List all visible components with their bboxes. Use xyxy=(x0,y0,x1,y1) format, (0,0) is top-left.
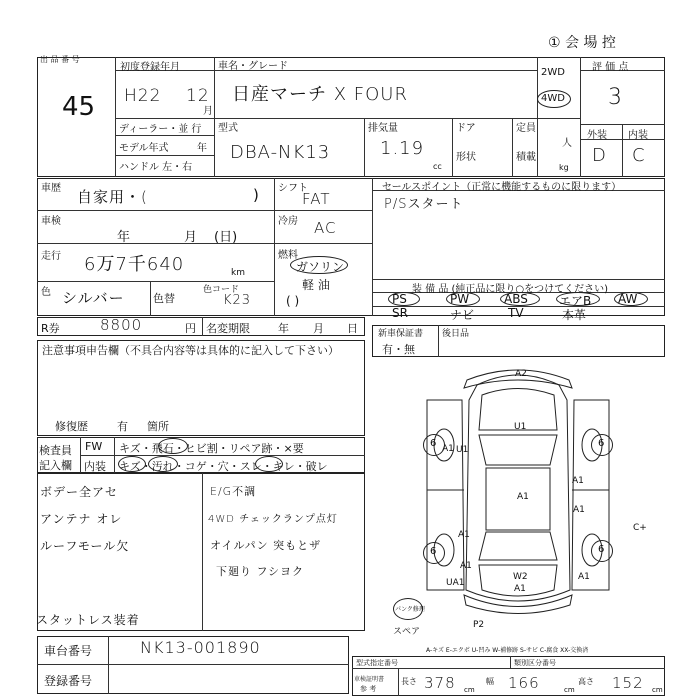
grade-label: 評 価 点 xyxy=(592,62,629,73)
damage-legend: A-キズ E-エクボ U-凹み W-補修跡 S-サビ C-腐食 XX-交換済 xyxy=(426,647,589,654)
chassis-value: NK13-001890 xyxy=(140,638,261,657)
model-year-label: モデル年式 xyxy=(119,143,169,154)
mark-6-lr: 6 xyxy=(430,546,437,557)
displacement-value: 1.19 xyxy=(380,138,425,159)
shift-label: シフト xyxy=(278,183,308,194)
notes-label: 注意事項申告欄（不具合内容等は具体的に記入して下さい） xyxy=(42,344,339,357)
repair-label: 修復歴 xyxy=(55,420,88,433)
aircon-label: 冷房 xyxy=(278,216,298,227)
mark-a1-rr: A1 xyxy=(573,505,585,515)
car-name-label: 車名・グレード xyxy=(218,61,288,72)
lot-number: 45 xyxy=(62,92,96,122)
int-label: 内装 xyxy=(84,460,106,473)
first-reg-month-unit: 月 xyxy=(203,106,213,117)
mileage-value: 6万7千640 xyxy=(84,254,185,275)
dealer-label: ディーラー・並 行 xyxy=(119,124,202,135)
model-label: 型式 xyxy=(218,123,238,134)
int-wear-circle xyxy=(255,456,283,472)
inspection-label: 車検 xyxy=(41,216,61,227)
grade-ext-value: D xyxy=(592,145,607,166)
int-scratch-circle xyxy=(118,456,146,472)
height-value: 152 xyxy=(612,674,644,692)
selling-points-label: セールスポイント（正常に機能するものに限ります） xyxy=(382,182,622,193)
fw-items: キズ・飛石・ヒビ割・リペア跡・×要 xyxy=(119,442,304,455)
inspector-note-1: ボデー全アセ xyxy=(40,485,118,499)
fw-label: FW xyxy=(85,440,103,453)
inspector-note-r1: E/G不調 xyxy=(210,485,257,498)
grade-int-label: 内装 xyxy=(628,130,648,141)
mileage-unit: km xyxy=(231,268,245,278)
mark-ua1: UA1 xyxy=(446,578,465,588)
chassis-label: 車台番号 xyxy=(44,644,93,658)
history-value: 自家用・( xyxy=(77,188,148,206)
load-unit: kg xyxy=(559,163,569,172)
name-change-label: 名変期限 xyxy=(206,322,250,335)
mark-a1-roof: A1 xyxy=(517,492,529,502)
mark-u1-hood: U1 xyxy=(514,422,527,432)
width-unit: cm xyxy=(564,686,575,694)
manual-label: 後日品 xyxy=(442,329,470,339)
inspector-note-r2: 4WD チェックランプ点灯 xyxy=(208,514,338,525)
r-ticket-label: R券 xyxy=(41,322,60,335)
inspection-month: 月 xyxy=(184,230,198,245)
int-items: キズ・汚れ・コゲ・穴・スレ・キレ・破レ xyxy=(119,460,328,473)
equip-tv: TV xyxy=(508,306,524,320)
color-code-label: 色コード xyxy=(203,285,240,295)
shift-value: FAT xyxy=(302,190,331,208)
registration-label: 登録番号 xyxy=(44,674,93,688)
equip-ps: PS xyxy=(392,292,407,306)
mark-c: C+ xyxy=(633,523,647,533)
mark-u1-l: U1 xyxy=(456,445,469,455)
height-label: 高さ xyxy=(578,677,594,686)
fuel-gasoline: ガソリン xyxy=(296,260,345,274)
displacement-label: 排気量 xyxy=(368,123,398,134)
drive-4wd: 4WD xyxy=(541,93,565,104)
fw-chip-circle xyxy=(158,438,188,454)
grade-ext-label: 外装 xyxy=(587,130,607,141)
first-reg-era-year: H22 xyxy=(124,86,162,106)
equip-aw: AW xyxy=(618,292,638,306)
displacement-unit: cc xyxy=(433,162,442,171)
height-unit: cm xyxy=(652,686,663,694)
name-change-month: 月 xyxy=(313,322,324,335)
equip-leather: 本革 xyxy=(562,308,587,322)
color-change-label: 色替 xyxy=(153,292,175,305)
mark-a2: A2 xyxy=(515,369,527,379)
fuel-diesel: 軽 油 xyxy=(302,278,330,292)
mark-6-rr: 6 xyxy=(598,544,605,555)
selling-points-value: P/Sスタート xyxy=(384,197,464,212)
inspector-note-r3: オイルパン 突もとザ xyxy=(210,539,322,552)
spare-label: スペア xyxy=(393,627,421,637)
handle-label: ハンドル 左・右 xyxy=(119,162,193,173)
mileage-label: 走行 xyxy=(41,251,61,262)
width-label: 幅 xyxy=(486,677,494,686)
cert-label2: 参 考 xyxy=(360,685,377,693)
mark-a1-lr: A1 xyxy=(458,530,470,540)
type-designation-label: 型式指定番号 xyxy=(356,659,398,667)
name-change-day: 日 xyxy=(347,322,358,335)
inspector-label2: 記入欄 xyxy=(39,459,72,472)
load-label: 積載 xyxy=(516,152,536,163)
equip-pw: PW xyxy=(450,292,470,306)
header-lot-partial: 出 品 番 号 xyxy=(40,55,80,64)
first-reg-label: 初度登録年月 xyxy=(120,62,180,73)
color-value: シルバー xyxy=(62,289,125,307)
model-year-unit: 年 xyxy=(197,143,207,154)
warranty-label: 新車保証書 xyxy=(378,329,424,339)
inspector-note-3: ルーフモール欠 xyxy=(40,539,130,553)
fuel-label: 燃料 xyxy=(278,250,298,261)
equip-sr: SR xyxy=(392,306,408,320)
aircon-value: AC xyxy=(314,219,337,237)
equip-airbag: エアB xyxy=(559,294,592,308)
inspection-year: 年 xyxy=(117,230,131,245)
category-label: 類別区分番号 xyxy=(514,659,556,667)
mark-6-lf: 6 xyxy=(430,438,437,449)
name-change-year: 年 xyxy=(278,322,289,335)
mark-a1-l: A1 xyxy=(460,561,472,571)
equip-navi: ナビ xyxy=(450,308,475,322)
r-ticket-value: 8800 xyxy=(100,316,143,334)
mark-a1-trunk: A1 xyxy=(514,584,526,594)
history-close: ) xyxy=(253,186,259,204)
repair-place: 箇所 xyxy=(147,420,169,433)
color-code-value: K23 xyxy=(223,293,252,308)
grade-value: 3 xyxy=(608,85,623,110)
inspector-note-2: アンテナ オレ xyxy=(40,512,123,526)
fuel-other: ( ) xyxy=(286,294,300,308)
inspection-day: (日) xyxy=(214,230,238,245)
length-value: 378 xyxy=(424,674,456,692)
equip-abs: ABS xyxy=(504,292,528,306)
int-dirt-circle xyxy=(148,456,178,472)
door-shape-label: 形状 xyxy=(456,152,476,163)
mark-6-rf: 6 xyxy=(598,438,605,449)
warranty-value: 有・無 xyxy=(382,343,415,356)
repair-has: 有 xyxy=(117,420,128,433)
cert-label1: 車検証明書 xyxy=(354,676,385,683)
mark-p2: P2 xyxy=(473,620,485,630)
mark-a1-lf: A1 xyxy=(442,444,454,454)
door-label: ドア xyxy=(456,123,476,134)
car-name-value: 日産マーチ X FOUR xyxy=(232,84,408,105)
color-label: 色 xyxy=(41,287,51,298)
inspector-note-4: スタットレス装着 xyxy=(36,613,140,627)
grade-int-value: C xyxy=(632,145,646,166)
mark-a1-rf: A1 xyxy=(572,476,584,486)
drive-2wd: 2WD xyxy=(541,67,565,78)
history-label: 車歴 xyxy=(41,183,61,194)
r-ticket-unit: 円 xyxy=(185,322,196,335)
model-value: DBA-NK13 xyxy=(230,142,331,163)
length-label: 長さ xyxy=(401,677,417,686)
length-unit: cm xyxy=(464,686,475,694)
equipment-label: 装 備 品 (純正品に限り○をつけてください) xyxy=(412,284,609,295)
inspector-label1: 検査員 xyxy=(39,444,72,457)
first-reg-month: 12 xyxy=(186,86,210,106)
mark-a1-rb: A1 xyxy=(578,572,590,582)
mark-w2: W2 xyxy=(513,572,528,582)
width-value: 166 xyxy=(508,674,540,692)
capacity-label: 定員 xyxy=(516,123,536,134)
capacity-unit: 人 xyxy=(562,138,572,149)
header-copy-partial: ① 会 場 控 xyxy=(548,35,616,51)
inspector-note-r4: 下廻り フシヨク xyxy=(216,565,305,578)
spare-note: パンク修理 xyxy=(395,606,425,613)
